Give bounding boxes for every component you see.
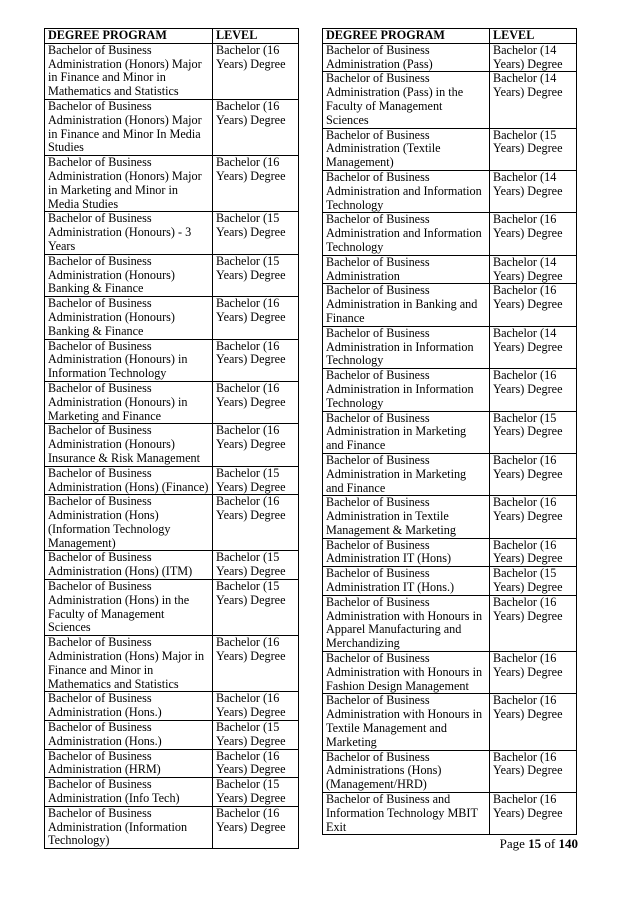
degree-program-cell: Bachelor of Business Administrations (Hons) (Management/HRD): [323, 750, 490, 792]
degree-level-cell: Bachelor (16 Years) Degree: [490, 213, 577, 255]
degree-table-left: [44, 28, 299, 849]
degree-level-cell: Bachelor (16 Years) Degree: [213, 156, 299, 212]
table-row: [323, 213, 577, 255]
degree-program-cell: Bachelor of Business Administration (Honours) Insurance & Risk Management: [45, 424, 213, 466]
table-row: [45, 749, 299, 778]
degree-level-cell: Bachelor (15 Years) Degree: [490, 128, 577, 170]
degree-level-cell: Bachelor (16 Years) Degree: [490, 750, 577, 792]
of-word: of: [544, 836, 556, 851]
page-total: 140: [558, 836, 578, 851]
degree-level-cell: Bachelor (16 Years) Degree: [213, 692, 299, 721]
table-row: [323, 538, 577, 567]
table-row: [45, 778, 299, 807]
degree-level-cell: Bachelor (16 Years) Degree: [213, 495, 299, 551]
degree-program-cell: Bachelor of Business Administration in Information Technology: [323, 369, 490, 411]
degree-program-cell: Bachelor of Business Administration (Honors) Major in Finance and Minor In Media Studies: [45, 99, 213, 155]
degree-program-cell: Bachelor of Business Administration (Pass) in the Faculty of Management Sciences: [323, 72, 490, 128]
degree-level-cell: Bachelor (15 Years) Degree: [490, 411, 577, 453]
degree-level-cell: Bachelor (15 Years) Degree: [213, 778, 299, 807]
table-row: [323, 284, 577, 326]
degree-program-cell: Bachelor of Business Administration (HRM): [45, 749, 213, 778]
degree-level-cell: Bachelor (16 Years) Degree: [213, 99, 299, 155]
table-row: [323, 72, 577, 128]
table-row: [323, 694, 577, 750]
table-row: [45, 381, 299, 423]
table-row: [45, 297, 299, 339]
table-row: [323, 567, 577, 596]
degree-program-cell: Bachelor of Business Administration IT (Hons): [323, 538, 490, 567]
degree-program-cell: Bachelor of Business Administration (Honors) Major in Finance and Minor in Mathematics and Statistics: [45, 43, 213, 99]
degree-program-cell: Bachelor of Business Administration (Hons) in the Faculty of Management Sciences: [45, 580, 213, 636]
degree-level-cell: Bachelor (15 Years) Degree: [213, 212, 299, 254]
page-number: [500, 836, 578, 852]
degree-program-cell: Bachelor of Business Administration (Hons.): [45, 721, 213, 750]
table-row: [323, 595, 577, 651]
degree-program-cell: Bachelor of Business Administration in Information Technology: [323, 326, 490, 368]
degree-level-cell: Bachelor (16 Years) Degree: [213, 806, 299, 848]
page-word: Page: [499, 836, 525, 851]
degree-level-cell: Bachelor (14 Years) Degree: [490, 170, 577, 212]
table-row: [323, 326, 577, 368]
table-row: [45, 156, 299, 212]
degree-level-cell: Bachelor (15 Years) Degree: [213, 254, 299, 296]
degree-level-cell: Bachelor (15 Years) Degree: [213, 580, 299, 636]
degree-program-cell: Bachelor of Business Administration (Hons) (Information Technology Management): [45, 495, 213, 551]
degree-level-cell: Bachelor (16 Years) Degree: [490, 694, 577, 750]
degree-program-cell: Bachelor of Business Administration and Information Technology: [323, 170, 490, 212]
degree-program-cell: Bachelor of Business Administration with Honours in Apparel Manufacturing and Merchandizing: [323, 595, 490, 651]
degree-program-cell: Bachelor of Business Administration (Hons) Major in Finance and Minor in Mathematics and Statistics: [45, 636, 213, 692]
degree-level-cell: Bachelor (16 Years) Degree: [213, 297, 299, 339]
degree-level-cell: Bachelor (16 Years) Degree: [490, 284, 577, 326]
table-row: [323, 411, 577, 453]
degree-level-cell: Bachelor (16 Years) Degree: [490, 652, 577, 694]
degree-level-cell: Bachelor (16 Years) Degree: [213, 339, 299, 381]
table-row: [323, 750, 577, 792]
degree-level-cell: Bachelor (16 Years) Degree: [490, 595, 577, 651]
table-row: [323, 496, 577, 538]
degree-level-cell: Bachelor (16 Years) Degree: [490, 496, 577, 538]
table-row: [45, 806, 299, 848]
degree-program-cell: Bachelor of Business Administration: [323, 255, 490, 284]
table-row: [45, 551, 299, 580]
table-row: [323, 255, 577, 284]
degree-table-right: [322, 28, 577, 835]
table-row: [45, 212, 299, 254]
degree-program-cell: Bachelor of Business Administration and Information Technology: [323, 213, 490, 255]
column-header-level: LEVEL: [213, 29, 299, 44]
column-header-level: LEVEL: [490, 29, 577, 44]
table-row: [45, 495, 299, 551]
degree-program-cell: Bachelor of Business Administration (Honours) Banking & Finance: [45, 254, 213, 296]
degree-program-cell: Bachelor of Business Administration in Textile Management & Marketing: [323, 496, 490, 538]
degree-level-cell: Bachelor (15 Years) Degree: [213, 551, 299, 580]
degree-program-cell: Bachelor of Business Administration in Marketing and Finance: [323, 411, 490, 453]
degree-level-cell: Bachelor (14 Years) Degree: [490, 72, 577, 128]
degree-level-cell: Bachelor (14 Years) Degree: [490, 255, 577, 284]
table-header-row: [45, 29, 299, 44]
table-header-row: [323, 29, 577, 44]
degree-program-cell: Bachelor of Business Administration with Honours in Textile Management and Marketing: [323, 694, 490, 750]
degree-program-cell: Bachelor of Business Administration (Pass): [323, 43, 490, 72]
degree-level-cell: Bachelor (16 Years) Degree: [490, 369, 577, 411]
degree-program-cell: Bachelor of Business Administration (Honours) in Information Technology: [45, 339, 213, 381]
degree-program-cell: Bachelor of Business Administration (Textile Management): [323, 128, 490, 170]
degree-program-cell: Bachelor of Business Administration (Information Technology): [45, 806, 213, 848]
degree-level-cell: Bachelor (16 Years) Degree: [490, 538, 577, 567]
degree-program-cell: Bachelor of Business Administration (Honours) Banking & Finance: [45, 297, 213, 339]
table-row: [45, 99, 299, 155]
table-row: [323, 369, 577, 411]
table-row: [45, 636, 299, 692]
degree-program-cell: Bachelor of Business Administration (Info Tech): [45, 778, 213, 807]
degree-program-cell: Bachelor of Business and Information Technology MBIT Exit: [323, 793, 490, 835]
table-row: [45, 424, 299, 466]
table-row: [323, 170, 577, 212]
degree-level-cell: Bachelor (14 Years) Degree: [490, 43, 577, 72]
degree-level-cell: Bachelor (15 Years) Degree: [213, 721, 299, 750]
degree-program-cell: Bachelor of Business Administration (Hons.): [45, 692, 213, 721]
column-header-program: DEGREE PROGRAM: [323, 29, 490, 44]
degree-level-cell: Bachelor (16 Years) Degree: [213, 749, 299, 778]
degree-program-cell: Bachelor of Business Administration (Honours) in Marketing and Finance: [45, 381, 213, 423]
degree-level-cell: Bachelor (16 Years) Degree: [213, 424, 299, 466]
table-row: [45, 466, 299, 495]
page-current: 15: [528, 836, 542, 851]
degree-program-cell: Bachelor of Business Administration (Honors) Major in Marketing and Minor in Media Studies: [45, 156, 213, 212]
table-row: [45, 721, 299, 750]
degree-level-cell: Bachelor (15 Years) Degree: [213, 466, 299, 495]
table-row: [45, 254, 299, 296]
degree-program-cell: Bachelor of Business Administration (Hons) (Finance): [45, 466, 213, 495]
degree-level-cell: Bachelor (16 Years) Degree: [213, 636, 299, 692]
table-row: [323, 793, 577, 835]
degree-program-cell: Bachelor of Business Administration (Honours) - 3 Years: [45, 212, 213, 254]
table-row: [45, 43, 299, 99]
degree-program-cell: Bachelor of Business Administration with Honours in Fashion Design Management: [323, 652, 490, 694]
degree-program-cell: Bachelor of Business Administration in Banking and Finance: [323, 284, 490, 326]
table-row: [45, 692, 299, 721]
table-row: [323, 43, 577, 72]
degree-level-cell: Bachelor (16 Years) Degree: [213, 43, 299, 99]
degree-level-cell: Bachelor (14 Years) Degree: [490, 326, 577, 368]
degree-level-cell: Bachelor (16 Years) Degree: [490, 453, 577, 495]
degree-program-cell: Bachelor of Business Administration in Marketing and Finance: [323, 453, 490, 495]
degree-level-cell: Bachelor (16 Years) Degree: [490, 793, 577, 835]
table-row: [45, 580, 299, 636]
table-row: [323, 128, 577, 170]
column-header-program: DEGREE PROGRAM: [45, 29, 213, 44]
table-row: [45, 339, 299, 381]
degree-level-cell: Bachelor (16 Years) Degree: [213, 381, 299, 423]
table-row: [323, 453, 577, 495]
degree-level-cell: Bachelor (15 Years) Degree: [490, 567, 577, 596]
table-row: [323, 652, 577, 694]
degree-program-cell: Bachelor of Business Administration IT (Hons.): [323, 567, 490, 596]
degree-program-cell: Bachelor of Business Administration (Hons) (ITM): [45, 551, 213, 580]
